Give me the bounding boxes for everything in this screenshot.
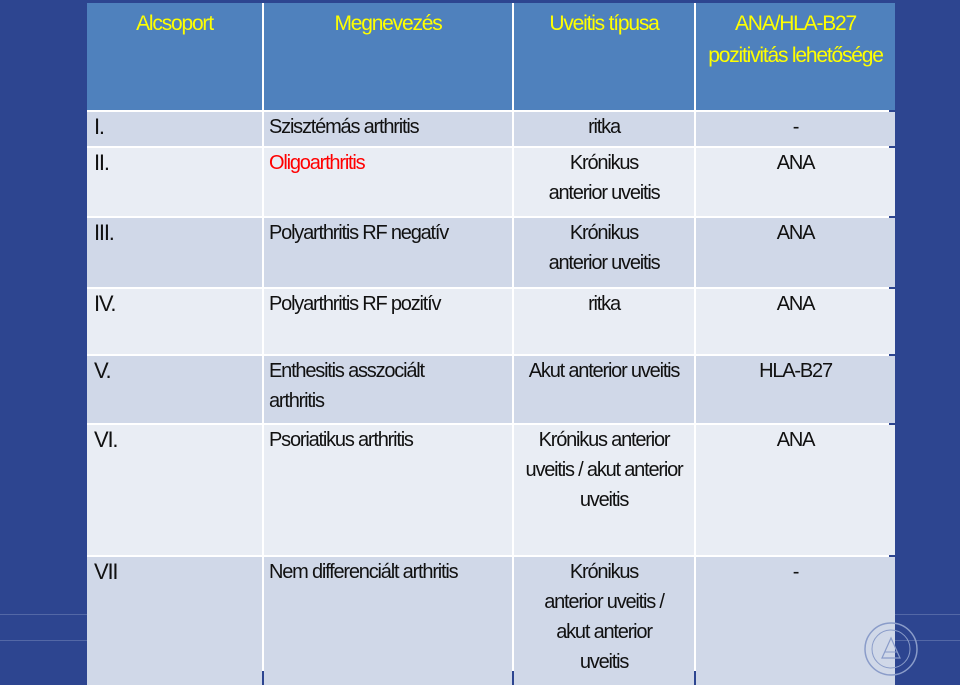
row-1-uveitis: ritka [514, 112, 694, 146]
row-7-group: VII [87, 557, 262, 685]
row-4-uveitis: ritka [514, 289, 694, 354]
header-ana-hla: ANA/HLA-B27 pozitivitás lehetősége [696, 3, 895, 110]
row-5-uveitis: Akut anterior uveitis [514, 356, 694, 423]
row-2-name: Oligoarthritis [264, 148, 512, 216]
row-2-uveitis: Krónikus anterior uveitis [514, 148, 694, 216]
row-4-name: Polyarthritis RF pozitív [264, 289, 512, 354]
row-6-group: VI. [87, 425, 262, 555]
row-6-uveitis: Krónikus anterior uveitis / akut anterior uveitis [514, 425, 694, 555]
row-4-group: IV. [87, 289, 262, 354]
row-1-marker: - [696, 112, 895, 146]
row-3-uveitis: Krónikus anterior uveitis [514, 218, 694, 287]
row-1-name: Szisztémás arthritis [264, 112, 512, 146]
header-alcsoport: Alcsoport [87, 3, 262, 110]
row-5-marker: HLA-B27 [696, 356, 895, 423]
row-7-name: Nem differenciált arthritis [264, 557, 512, 685]
row-4-marker: ANA [696, 289, 895, 354]
header-uveitis-tipusa: Uveitis típusa [514, 3, 694, 110]
row-6-name: Psoriatikus arthritis [264, 425, 512, 555]
university-seal-icon [862, 620, 920, 678]
row-3-marker: ANA [696, 218, 895, 287]
row-7-marker: - [696, 557, 895, 685]
row-3-group: III. [87, 218, 262, 287]
row-1-group: I. [87, 112, 262, 146]
row-5-group: V. [87, 356, 262, 423]
row-2-marker: ANA [696, 148, 895, 216]
row-6-marker: ANA [696, 425, 895, 555]
row-7-uveitis: Krónikus anterior uveitis / akut anterior uveitis [514, 557, 694, 685]
row-5-name: Enthesitis asszociált arthritis [264, 356, 512, 423]
arthritis-uveitis-table [87, 3, 889, 671]
row-3-name: Polyarthritis RF negatív [264, 218, 512, 287]
row-2-group: II. [87, 148, 262, 216]
header-megnevezes: Megnevezés [264, 3, 512, 110]
